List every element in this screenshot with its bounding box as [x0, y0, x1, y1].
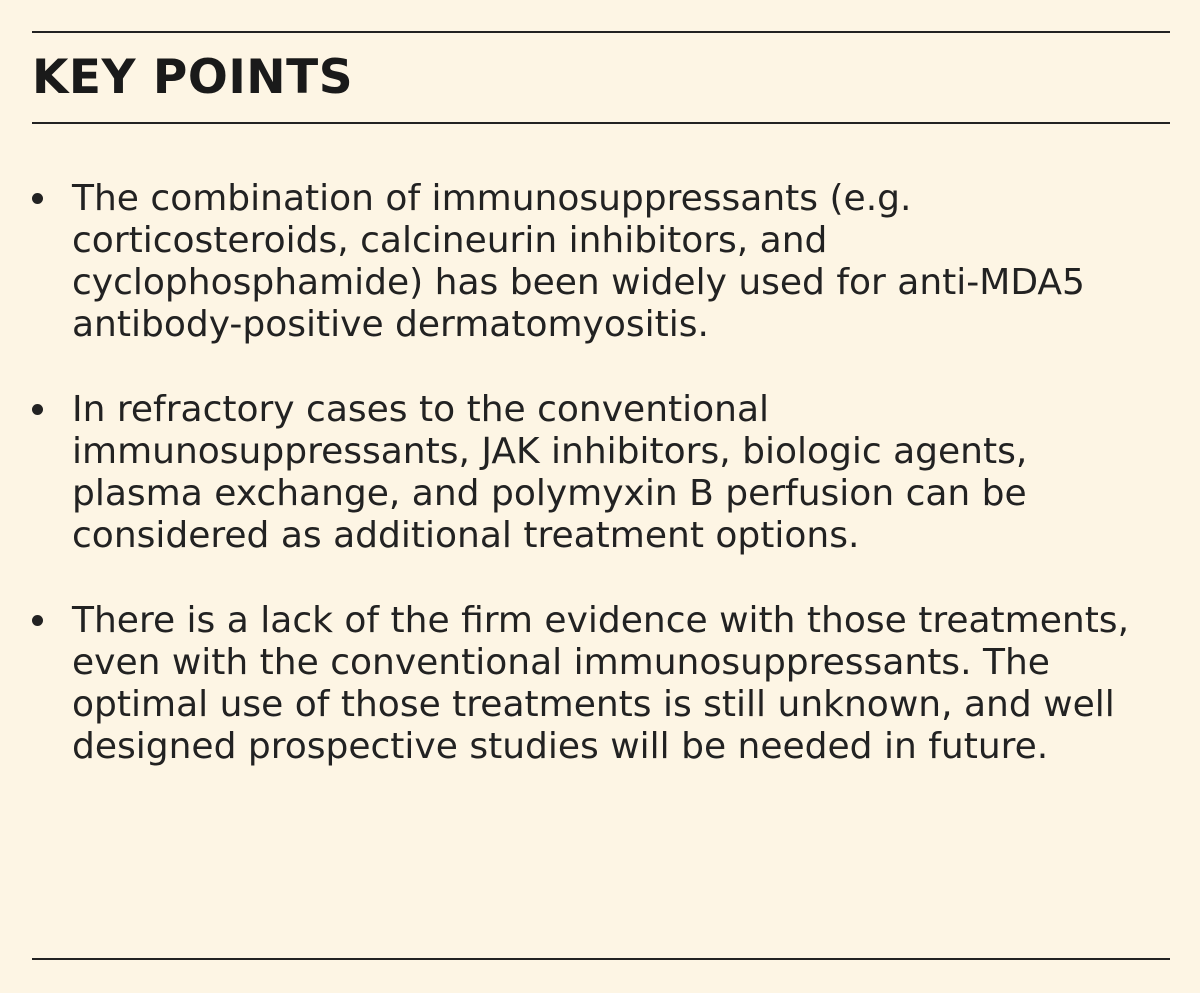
bullet-icon	[32, 404, 43, 415]
key-point-2	[32, 389, 1152, 557]
bullet-icon	[32, 193, 43, 204]
bottom-rule	[32, 958, 1170, 960]
key-point-text: There is a lack of the firm evidence with those treatments, even with the conventional immunosuppressants. The optimal use of those treatments is still unknown, and well designed prospective studies will be needed in future.	[72, 600, 1130, 767]
key-point-text: In refractory cases to the conventional immunosuppressants, JAK inhibitors, biologic agents, plasma exchange, and polymyxin B perfusion can be considered as additional treatment options.	[72, 389, 1028, 556]
top-rule	[32, 31, 1170, 33]
box-title: KEY POINTS	[32, 50, 354, 105]
title-rule	[32, 122, 1170, 124]
key-points-list	[32, 178, 1152, 768]
key-point-3	[32, 600, 1152, 768]
key-point-1	[32, 178, 1152, 346]
bullet-icon	[32, 615, 43, 626]
key-point-text: The combination of immunosuppressants (e.g. corticosteroids, calcineurin inhibitors, and cyclophosphamide) has been widely used for anti-MDA5 antibody-positive dermatomyositis.	[72, 178, 1085, 345]
